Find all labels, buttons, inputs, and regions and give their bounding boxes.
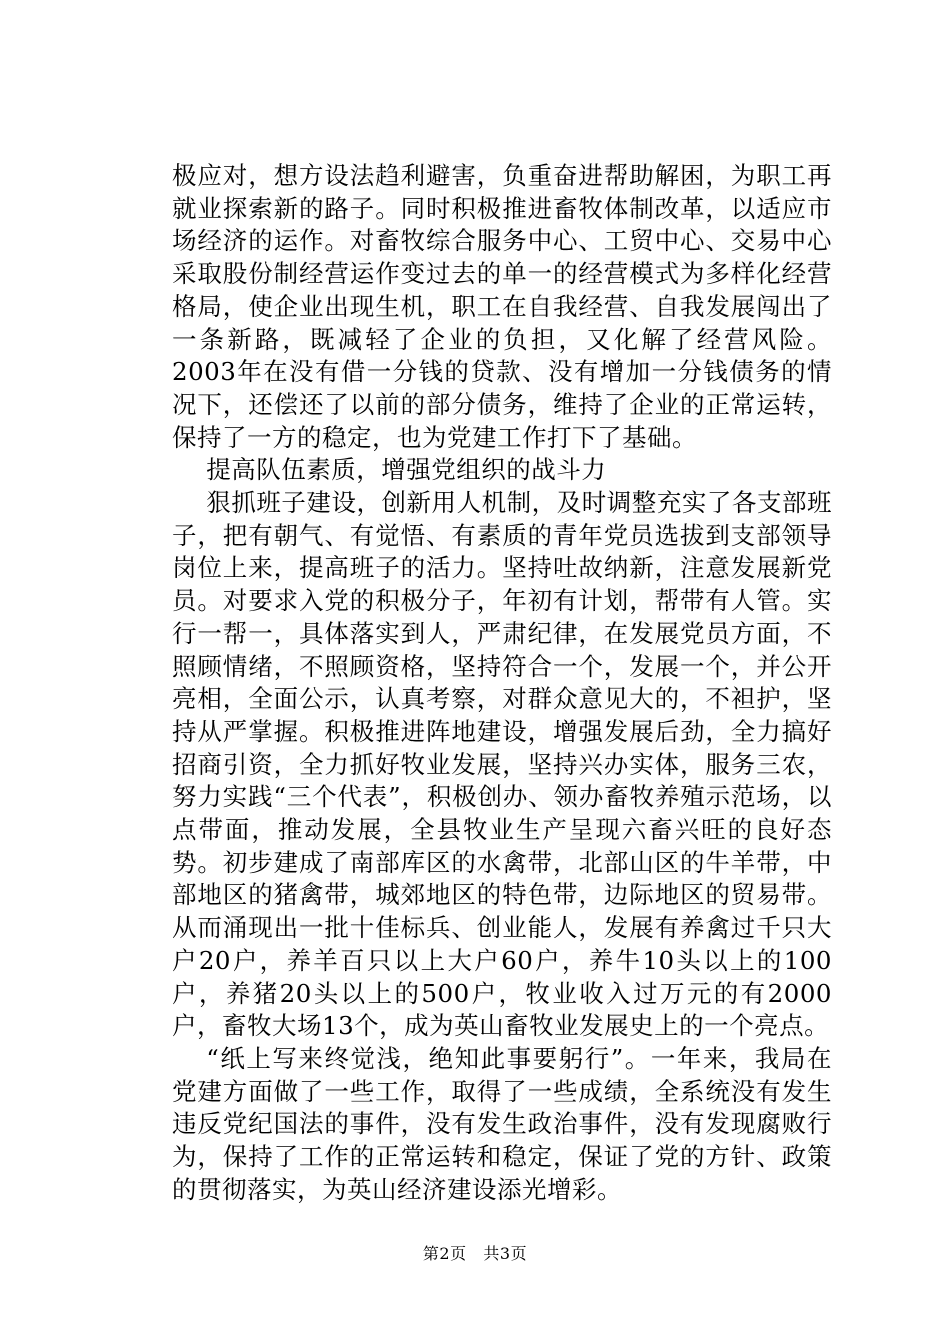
document-body <box>172 160 832 1207</box>
paragraph-conclusion: “纸上写来终觉浅，绝知此事要躬行”。一年来，我局在党建方面做了一些工作，取得了一些成绩，全系统没有发生违反党纪国法的事件，没有发生政治事件，没有发现腐败行为，保持了工作的正常运转和稳定，保证了党的方针、政策的贯彻落实，为英山经济建设添光增彩。 <box>172 1043 832 1204</box>
page-number: 第2页 <box>422 1244 467 1263</box>
page-total: 共3页 <box>483 1244 528 1263</box>
section-heading: 提高队伍素质，增强党组织的战斗力 <box>206 455 607 485</box>
page-footer <box>0 1244 950 1264</box>
paragraph-team-building: 狠抓班子建设，创新用人机制，及时调整充实了各支部班子，把有朝气、有觉悟、有素质的青年党员选拔到支部领导岗位上来，提高班子的活力。坚持吐故纳新，注意发展新党员。对要求入党的积极分子，年初有计划，帮带有人管。实行一帮一，具体落实到人，严肃纪律，在发展党员方面，不照顾情绪，不照顾资格，坚持符合一个，发展一个，并公开亮相，全面公示，认真考察，对群众意见大的，不袒护，坚持从严掌握。积极推进阵地建设，增强发展后劲，全力搞好招商引资，全力抓好牧业发展，坚持兴办实体，服务三农，努力实践“三个代表”，积极创办、领办畜牧养殖示范场，以点带面，推动发展，全县牧业生产呈现六畜兴旺的良好态势。初步建成了南部库区的水禽带，北部山区的牛羊带，中部地区的猪禽带，城郊地区的特色带，边际地区的贸易带。从而涌现出一批十佳标兵、创业能人，发展有养禽过千只大户20户，养羊百只以上大户60户，养牛10头以上的100户，养猪20头以上的500户，牧业收入过万元的有2000户，畜牧大场13个，成为英山畜牧业发展史上的一个亮点。 <box>172 488 832 1041</box>
paragraph-continuation: 极应对，想方设法趋利避害，负重奋进帮助解困，为职工再就业探索新的路子。同时积极推进畜牧体制改革，以适应市场经济的运作。对畜牧综合服务中心、工贸中心、交易中心采取股份制经营运作变过去的单一的经营模式为多样化经营格局，使企业出现生机，职工在自我经营、自我发展闯出了一条新路，既减轻了企业的负担，又化解了经营风险。2003年在没有借一分钱的贷款、没有增加一分钱债务的情况下，还偿还了以前的部分债务，维持了企业的正常运转，保持了一方的稳定，也为党建工作打下了基础。 <box>172 161 832 452</box>
